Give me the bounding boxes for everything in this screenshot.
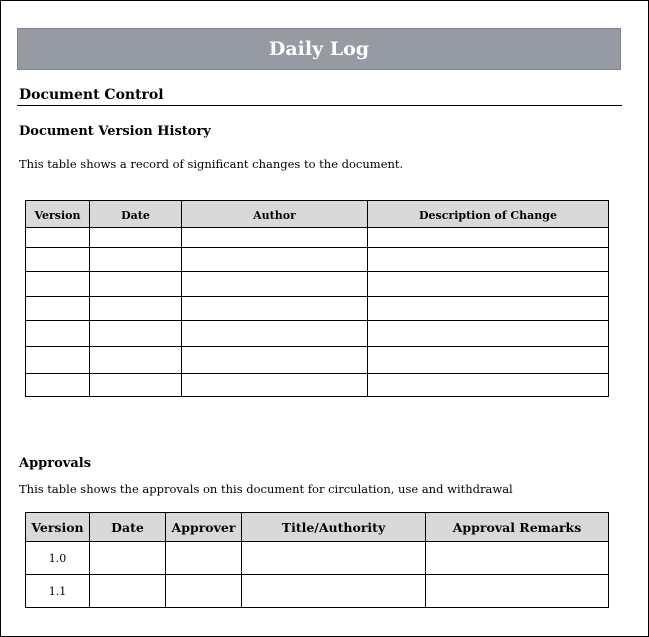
column-header-date: Date: [90, 513, 166, 542]
table-cell[interactable]: [182, 297, 368, 321]
table-row: [26, 575, 609, 608]
table-cell[interactable]: [242, 542, 426, 575]
column-header-version: Version: [26, 201, 90, 228]
approvals-description: This table shows the approvals on this document for circulation, use and withdrawal: [19, 482, 513, 496]
column-header-approval-remarks: Approval Remarks: [426, 513, 609, 542]
approvals-table: [25, 512, 609, 608]
table-cell[interactable]: [368, 321, 609, 347]
section-heading: Document Control: [19, 87, 164, 103]
version-history-heading: Document Version History: [19, 124, 211, 139]
table-cell[interactable]: [426, 575, 609, 608]
column-header-approver: Approver: [166, 513, 242, 542]
table-row: [26, 542, 609, 575]
table-cell[interactable]: [182, 248, 368, 272]
table-cell[interactable]: [90, 542, 166, 575]
table-cell[interactable]: [368, 248, 609, 272]
table-cell[interactable]: [90, 374, 182, 397]
table-cell[interactable]: [166, 542, 242, 575]
table-header-row: [26, 201, 609, 228]
table-row: [26, 272, 609, 297]
table-cell[interactable]: [368, 374, 609, 397]
table-row: [26, 347, 609, 374]
table-cell[interactable]: [426, 542, 609, 575]
version-history-description: This table shows a record of significant changes to the document.: [19, 157, 404, 171]
section-divider: [17, 105, 622, 106]
table-cell[interactable]: [90, 272, 182, 297]
table-cell-version: 1.0: [26, 542, 90, 575]
table-row: [26, 297, 609, 321]
table-cell[interactable]: [368, 228, 609, 248]
table-cell[interactable]: [182, 272, 368, 297]
table-cell[interactable]: [26, 228, 90, 248]
table-cell[interactable]: [182, 321, 368, 347]
table-cell[interactable]: [368, 272, 609, 297]
table-header-row: [26, 513, 609, 542]
table-cell[interactable]: [26, 321, 90, 347]
table-cell-version: 1.1: [26, 575, 90, 608]
table-cell[interactable]: [26, 272, 90, 297]
table-cell[interactable]: [26, 374, 90, 397]
column-header-author: Author: [182, 201, 368, 228]
column-header-title-authority: Title/Authority: [242, 513, 426, 542]
table-cell[interactable]: [368, 347, 609, 374]
table-cell[interactable]: [90, 321, 182, 347]
table-cell[interactable]: [242, 575, 426, 608]
column-header-date: Date: [90, 201, 182, 228]
table-cell[interactable]: [90, 248, 182, 272]
table-cell[interactable]: [182, 228, 368, 248]
column-header-version: Version: [26, 513, 90, 542]
document-title: Daily Log: [17, 28, 621, 70]
table-cell[interactable]: [90, 347, 182, 374]
table-cell[interactable]: [90, 297, 182, 321]
table-cell[interactable]: [182, 347, 368, 374]
table-cell[interactable]: [26, 297, 90, 321]
table-cell[interactable]: [166, 575, 242, 608]
column-header-description: Description of Change: [368, 201, 609, 228]
table-row: [26, 374, 609, 397]
table-row: [26, 248, 609, 272]
approvals-heading: Approvals: [19, 456, 92, 471]
table-row: [26, 321, 609, 347]
table-cell[interactable]: [26, 347, 90, 374]
table-cell[interactable]: [90, 575, 166, 608]
table-cell[interactable]: [26, 248, 90, 272]
table-cell[interactable]: [182, 374, 368, 397]
version-history-table: [25, 200, 609, 397]
table-cell[interactable]: [90, 228, 182, 248]
table-cell[interactable]: [368, 297, 609, 321]
table-row: [26, 228, 609, 248]
